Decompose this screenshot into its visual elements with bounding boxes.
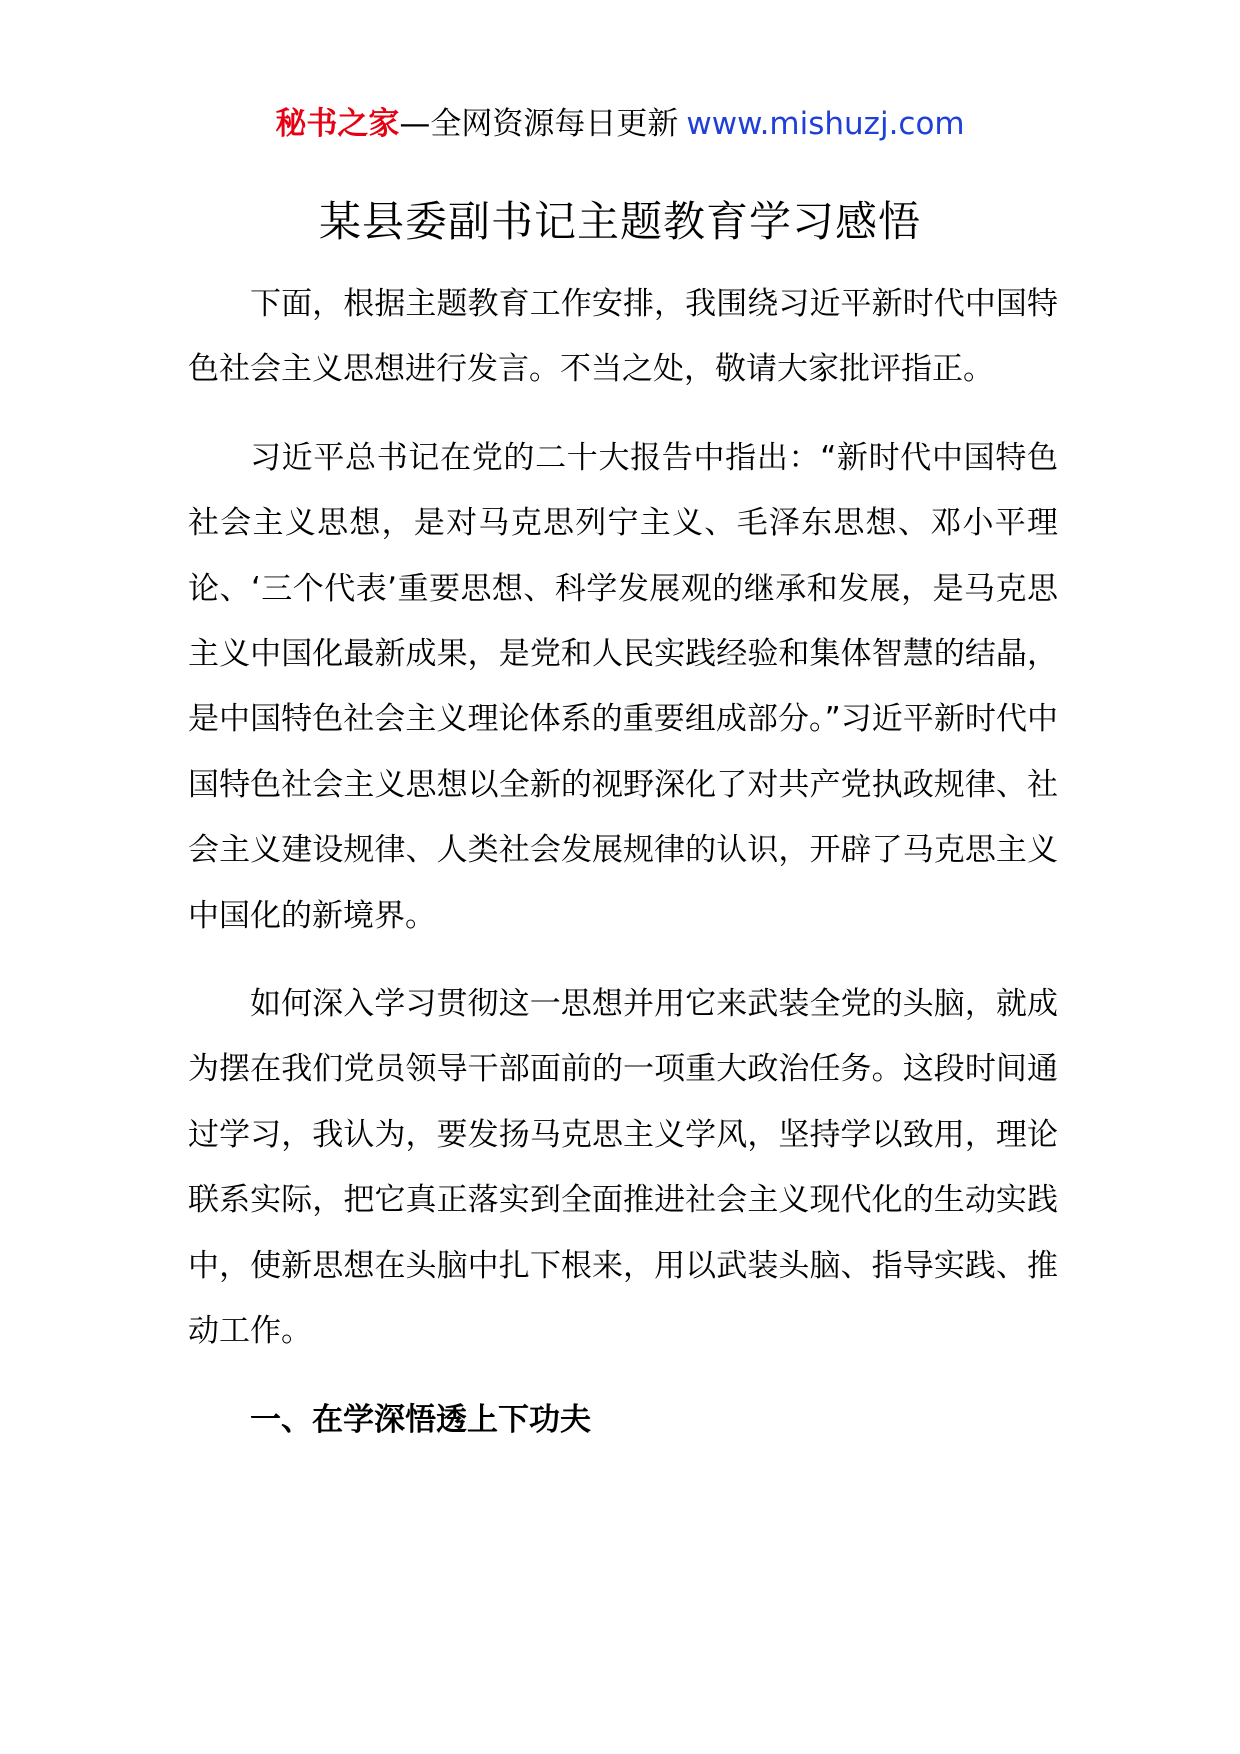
header-tagline: —全网资源每日更新 bbox=[399, 106, 679, 142]
brand-name: 秘书之家 bbox=[275, 106, 400, 142]
document-body bbox=[188, 272, 1058, 1453]
site-url-link[interactable]: www.mishuzj.com bbox=[686, 106, 965, 142]
paragraph-task: 如何深入学习贯彻这一思想并用它来武装全党的头脑，就成为摆在我们党员领导干部面前的一项重大政治任务。这段时间通过学习，我认为，要发扬马克思主义学风，坚持学以致用，理论联系实际，把它真正落实到全面推进社会主义现代化的生动实践中，使新思想在头脑中扎下根来，用以武装头脑、指导实践、推动工作。 bbox=[188, 986, 1058, 1350]
section-heading: 一、在学深悟透上下功夫 bbox=[250, 1401, 591, 1438]
site-header bbox=[0, 100, 1240, 148]
paragraph-quote: 习近平总书记在党的二十大报告中指出：“新时代中国特色社会主义思想，是对马克思列宁主义、毛泽东思想、邓小平理论、‘三个代表’重要思想、科学发展观的继承和发展，是马克思主义中国化最新成果，是党和人民实践经验和集体智慧的结晶，是中国特色社会主义理论体系的重要组成部分。”习近平新时代中国特色社会主义思想以全新的视野深化了对共产党执政规律、社会主义建设规律、人类社会发展规律的认识，开辟了马克思主义中国化的新境界。 bbox=[188, 439, 1058, 934]
document-title: 某县委副书记主题教育学习感悟 bbox=[318, 197, 921, 246]
paragraph-intro: 下面，根据主题教育工作安排，我围绕习近平新时代中国特色社会主义思想进行发言。不当之处，敬请大家批评指正。 bbox=[188, 286, 1058, 388]
